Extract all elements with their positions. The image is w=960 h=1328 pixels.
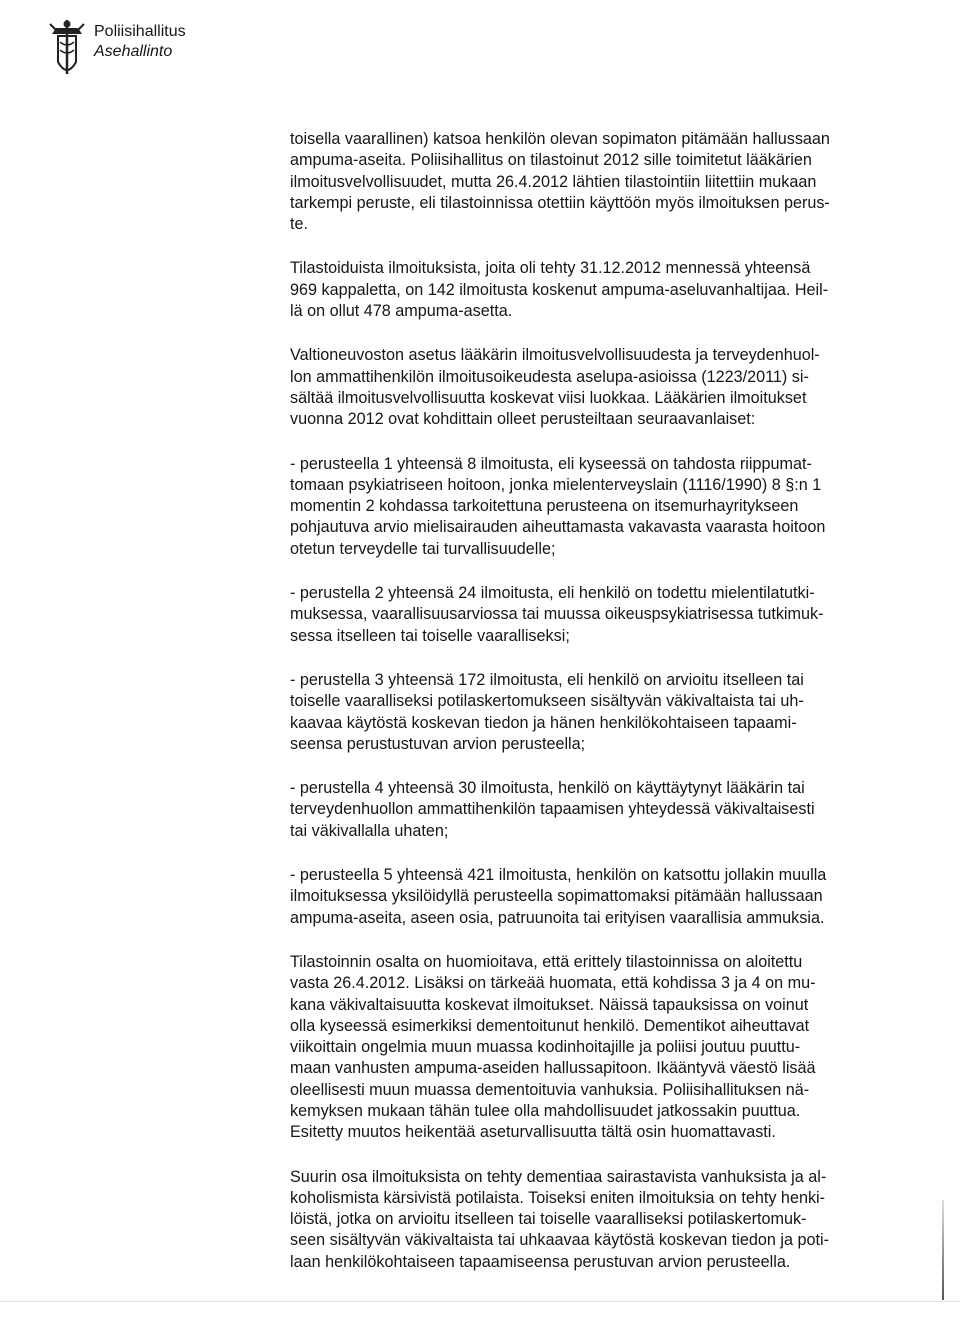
department-name: Asehallinto	[94, 43, 173, 60]
organization-name: Poliisihallitus	[94, 23, 186, 40]
letterhead	[48, 18, 186, 84]
paragraph-ground-4: - perustella 4 yhteensä 30 ilmoitusta, henkilö on käyttäytynyt lääkärin tai terveydenhuollon ammattihenkilön tapaamisen yhteydessä väkivaltaisesti tai väkivallalla uhaten;	[290, 779, 815, 840]
scan-bottom-line	[0, 1301, 960, 1302]
document-body	[290, 129, 880, 1296]
paragraph-ground-3: - perustella 3 yhteensä 172 ilmoitusta, eli henkilö on arvioitu itselleen tai toiselle vaaralliseksi potilaskertomukseen sisältyvän väkivaltaista tai uh- kaavaa käytöstä koskevan tiedon ja hänen henkilökohtaiseen tapaami- seensa perustustuvan arvion perusteella;	[290, 670, 804, 753]
paragraph-ground-5: - perusteella 5 yhteensä 421 ilmoitusta, henkilön on katsottu jollakin muulla ilmoituksessa yksilöidyllä perusteella sopimattomaksi pitämään hallussaan ampuma-aseita, aseen osia, patruunoita tai erityisen vaarallisia ammuksia.	[290, 866, 827, 927]
paragraph-ground-2: - perustella 2 yhteensä 24 ilmoitusta, eli henkilö on todettu mielentilatutki- muksessa, vaarallisuusarviossa tai muussa oikeuspsykiatrisessa tutkimuk- sessa itselleen tai toiselle vaaralliseksi;	[290, 584, 824, 645]
paragraph-reporting-intro: toisella vaarallinen) katsoa henkilön olevan sopimaton pitämään hallussaan ampuma-aseita. Poliisihallitus on tilastoinut 2012 sille toimitetut lääkärien ilmoitusvelvollisuudet, mutta 26.4.2012 lähtien tilastointiin liitettiin mukaan tarkempi peruste, eli tilastoinnissa otettiin käyttöön myös ilmoituksen perus- te.	[290, 130, 830, 234]
paragraph-decree-categories: Valtioneuvoston asetus lääkärin ilmoitusvelvollisuudesta ja terveydenhuol- lon ammattihenkilön ilmoitusoikeudesta aselupa-asioissa (1223/2011) si- sältää ilmoitusvelvollisuutta koskevat viisi luokkaa. Lääkärien ilmoitukset vuonna 2012 ovat kohdittain olleet perusteiltaan seuraavanlaiset:	[290, 346, 820, 429]
scan-edge-mark	[942, 1200, 944, 1300]
paragraph-statistics-total: Tilastoiduista ilmoituksista, joita oli tehty 31.12.2012 mennessä yhteensä 969 kappaletta, on 142 ilmoitusta koskenut ampuma-aseluvanhaltijaa. Heil- lä on ollut 478 ampuma-asetta.	[290, 259, 829, 321]
police-emblem-icon	[48, 18, 86, 84]
paragraph-ground-1: - perusteella 1 yhteensä 8 ilmoitusta, eli kyseessä on tahdosta riippumat- tomaan psykiatriseen hoitoon, jonka mielenterveyslain (1116/1990) 8 §:n 1 momentin 2 kohdassa tarkoitettuna perusteena on itsemurhayritykseen pohjautuva arvio mielisairauden aiheuttamasta vakavasta vaarasta hoitoon otetun terveydelle tai turvallisuudelle;	[290, 454, 826, 558]
paragraph-summary: Suurin osa ilmoituksista on tehty dementiaa sairastavista vanhuksista ja al- koholismista kärsivistä potilaista. Toiseksi eniten ilmoituksia on tehty henki- löistä, jotka on arvioitu itselleen tai toiselle vaaralliseksi potilaskertomuk- seen sisältyvän väkivaltaista tai uhkaavaa käytöstä koskevan tiedon ja poti- laan henkilökohtaiseen tapaamiseensa perustuvan arvion perusteella.	[290, 1167, 829, 1271]
paragraph-statistics-note: Tilastoinnin osalta on huomioitava, että erittely tilastoinnissa on aloitettu vasta 26.4.2012. Lisäksi on tärkeää huomata, että kohdissa 3 ja 4 on mu- kana väkivaltaisuutta koskevat ilmoitukset. Näissä tapauksissa on voinut olla kyseessä esimerkiksi dementoitunut henkilö. Dementikot aiheuttavat viikoittain ongelmia muun muassa kodinhoitajille ja poliisi joutuu puuttu- maan vanhusten ampuma-aseiden hallussapitoon. Ikääntyvä väestö lisää oleellisesti muun muassa dementoituvia vanhuksia. Poliisihallituksen nä- kemyksen mukaan tähän tulee olla mahdollisuudet jatkossakin puuttua. Esitetty muutos heikentää aseturvallisuutta tältä osin huomattavasti.	[290, 952, 816, 1142]
